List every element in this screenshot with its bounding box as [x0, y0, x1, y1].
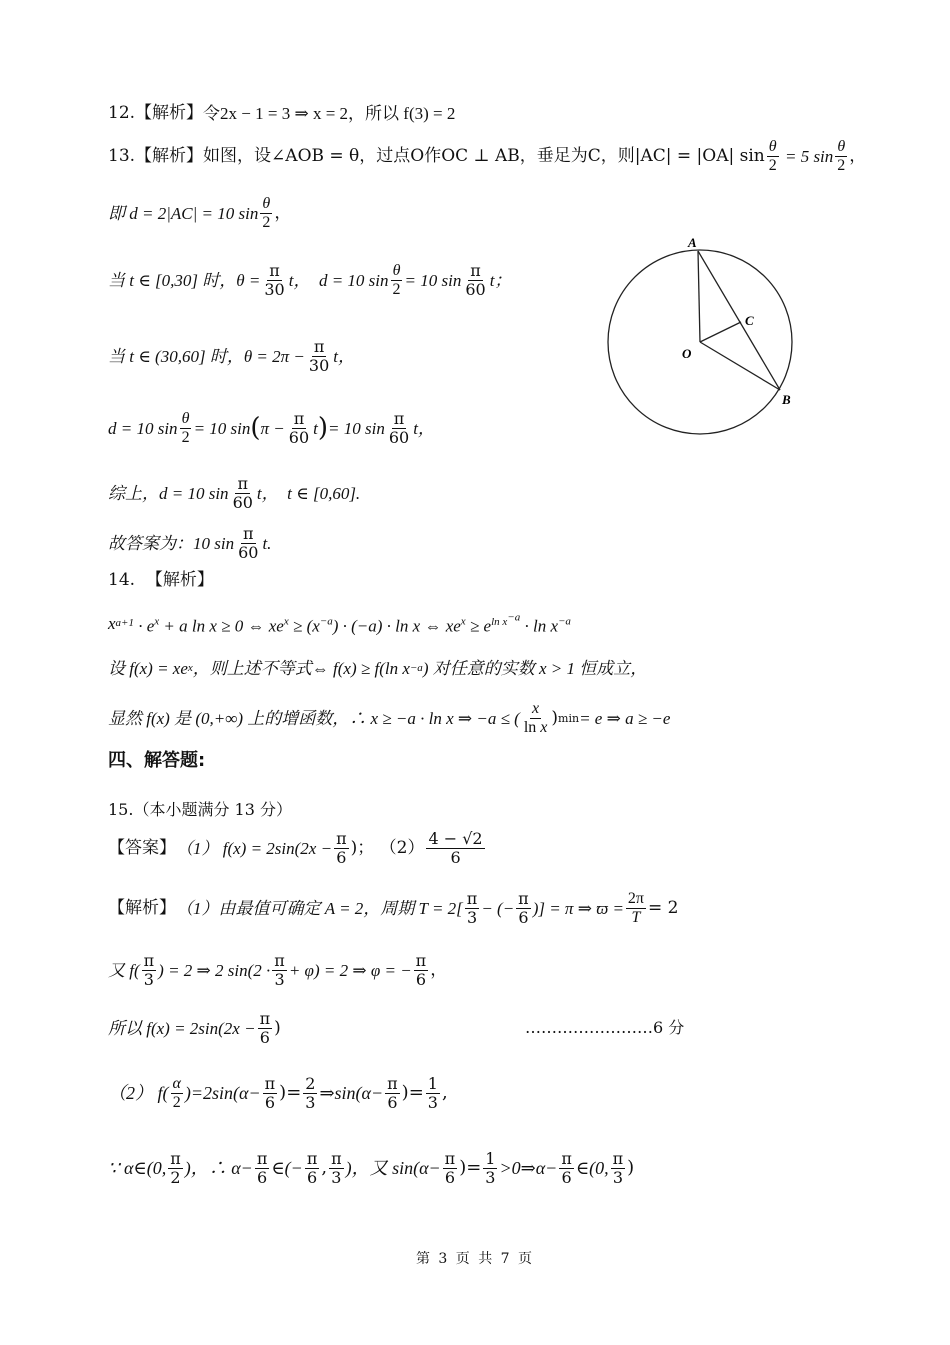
q14-text-b: 设 f(x) = xe	[108, 659, 188, 678]
q13-line-2: 即 d = 2|AC| = 10 sin $\frac{\theta}{2}$ ，	[108, 195, 292, 231]
q15-answer-1: （1） f(x) = 2sin(2x −	[176, 838, 333, 858]
segment-OB	[700, 342, 780, 390]
q15-part2-text: （2） f(	[108, 1083, 169, 1104]
q13-text-c: 当 t ∈ [0,30] 时，θ =	[108, 270, 261, 290]
q13-text-a: 如图，设∠AOB = θ，过点O作OC ⊥ AB，垂足为C，则|AC| = |OA| sin	[203, 145, 765, 166]
point-A-label: A	[688, 235, 697, 250]
q15-answer-label: 【答案】	[108, 837, 176, 858]
q13-text-f: 综上，d = 10 sin	[108, 483, 229, 503]
q14-line-1: x a+1 · $e^x + a$ ln x ≥ 0 ⇔ $xe^x \ge (x^{-a}) \cdot (-a) \cdot \ln x$ ⇔ $xe^x \ge e^{ln x^{-a}} \cdot \ln x^{-a}$	[108, 611, 571, 636]
q13-line-6: 综上，d = 10 sin $\frac{\pi}{60}$ t， t ∈ [0,60].	[108, 474, 361, 512]
q14-text-b3: ) 对任意的实数 x > 1 恒成立，	[422, 659, 648, 678]
q12-number: 12.	[108, 103, 136, 123]
q13-number: 13.	[108, 145, 136, 166]
q15-solution-line-2: 又 f( $\frac{\pi}{3}$ ) = 2 ⇒ 2 sin(2 · $\frac{\pi}{3}$ + φ) = 2 ⇒ φ = − $\frac{\pi}{6}$ ，	[108, 951, 448, 989]
q15-heading: 15.（本小题满分 13 分）	[108, 800, 292, 819]
q15-part2-line-2: ∵ α∈(0, $\frac{\pi}{2}$ )，∴ α− $\frac{\pi}{6}$ ∈(− $\frac{\pi}{6}$ , $\frac{\pi}{3}$ )，又 sin(α− $\frac{\pi}{6}$ )= $\frac{1}{3}$ >0⇒α− $\frac{\pi}{6}$ ∈(0, $\frac{\pi}{3}$ )	[108, 1149, 635, 1187]
segment-OC	[700, 322, 741, 342]
point-O-label: O	[682, 346, 692, 361]
q15-answer-2: )； （2）	[350, 837, 425, 858]
q12-analysis-label: 【解析】	[135, 103, 204, 123]
q13-line-7: 故答案为：10 sin $\frac{\pi}{60}$ t.	[108, 524, 272, 562]
q13-text-b: 即 d = 2|AC| = 10 sin	[108, 203, 259, 223]
q15-part2-line-1: （2） f( $\frac{\alpha}{2}$ )=2sin(α− $\frac{\pi}{6}$ )= $\frac{2}{3}$ ⇒sin(α− $\frac{\pi}{6}$ )= $\frac{1}{3}$ ,	[108, 1074, 448, 1112]
q15-solution-line-3: 所以 f(x) = 2sin(2x − $\frac{\pi}{6}$ )	[108, 1009, 281, 1047]
q15-sol-3: 所以 f(x) = 2sin(2x −	[108, 1018, 256, 1038]
q13-text-d: 当 t ∈ (30,60] 时，θ = 2π −	[108, 346, 305, 366]
q14-text-a: x	[108, 613, 116, 633]
section-heading: 四、解答题:	[108, 750, 206, 771]
q13-analysis-label: 【解析】	[135, 145, 204, 166]
q14-line-2: 设 f(x) = xe x ，则上述不等式⇔ f(x) ≥ f(ln x −a ) 对任意的实数 x > 1 恒成立，	[108, 659, 648, 678]
q13-line-5: d = 10 sin $\frac{\theta}{2}$ = 10 sin ( π − $\frac{\pi}{60}$ t ) = 10 sin $\frac{\pi}{60}$ t，	[108, 409, 435, 447]
segment-AB	[698, 251, 780, 390]
q14-text-c3: = e ⇒ a ≥ −e	[579, 708, 671, 728]
q14-line-3: 显然 f(x) 是 (0,+∞) 上的增函数，∴ x ≥ −a · ln x ⇒ −a ≤ ( $\frac{x}{\text{ln x}}$ ) min = e ⇒ a ≥ −e	[108, 700, 671, 736]
q13-line-1: 13. 【解析】 如图，设∠AOB = θ，过点O作OC ⊥ AB，垂足为C，则|AC| = |OA| sin $\frac{\theta}{2}$ = 5 sin $\frac{\theta}{2}$ ，	[108, 138, 867, 174]
q15-answer-line: 【答案】 （1） f(x) = 2sin(2x − $\frac{\pi}{6}$ )； （2） $\frac{4 - √2}{6}$	[108, 829, 483, 867]
circle-figure	[600, 232, 810, 447]
q12-line	[108, 105, 455, 122]
point-C-label: C	[745, 313, 754, 328]
q14-heading	[108, 572, 214, 589]
q15-sol-1: （1）由最值可确定 A = 2，周期 T = 2[	[176, 898, 463, 918]
q13-line-4: 当 t ∈ (30,60] 时，θ = 2π − $\frac{\pi}{30}$ t，	[108, 337, 355, 375]
q15-sol-2: 又 f(	[108, 960, 140, 980]
page-footer: 第 3 页 共 7 页	[415, 1251, 535, 1267]
q13-text-g: 故答案为：10 sin	[108, 533, 235, 553]
q14-text-b2: ，则上述不等式⇔ f(x) ≥ f(ln x	[192, 659, 410, 678]
q14-text-c2: )	[551, 707, 559, 728]
point-B-label: B	[782, 392, 791, 407]
q15-solution-line-1: 【解析】 （1）由最值可确定 A = 2，周期 T = 2[ $\frac{\pi}{3}$ − (− $\frac{\pi}{6}$ )] = π ⇒ ϖ = $\frac{2\pi}{T}$ = 2	[108, 889, 679, 927]
q14-number: 14.	[108, 570, 136, 590]
q15-analysis-label: 【解析】	[108, 897, 176, 918]
q13-line-3: 当 t ∈ [0,30] 时，θ = $\frac{\pi}{30}$ t， d = 10 sin $\frac{\theta}{2}$ = 10 sin $\frac{\pi}{60}$ t；	[108, 261, 512, 299]
segment-OA	[698, 251, 700, 342]
q14-analysis-label: 【解析】	[145, 570, 214, 590]
q15-part2-text-2: ∵ α∈(0,	[108, 1158, 167, 1179]
q14-text-c: 显然 f(x) 是 (0,+∞) 上的增函数，∴ x ≥ −a · ln x ⇒ −a ≤ (	[108, 708, 520, 728]
q12-body: 令2x − 1 = 3 ⇒ x = 2，所以 f(3) = 2	[203, 104, 456, 123]
score-marker: ……………………6 分	[525, 1018, 685, 1037]
